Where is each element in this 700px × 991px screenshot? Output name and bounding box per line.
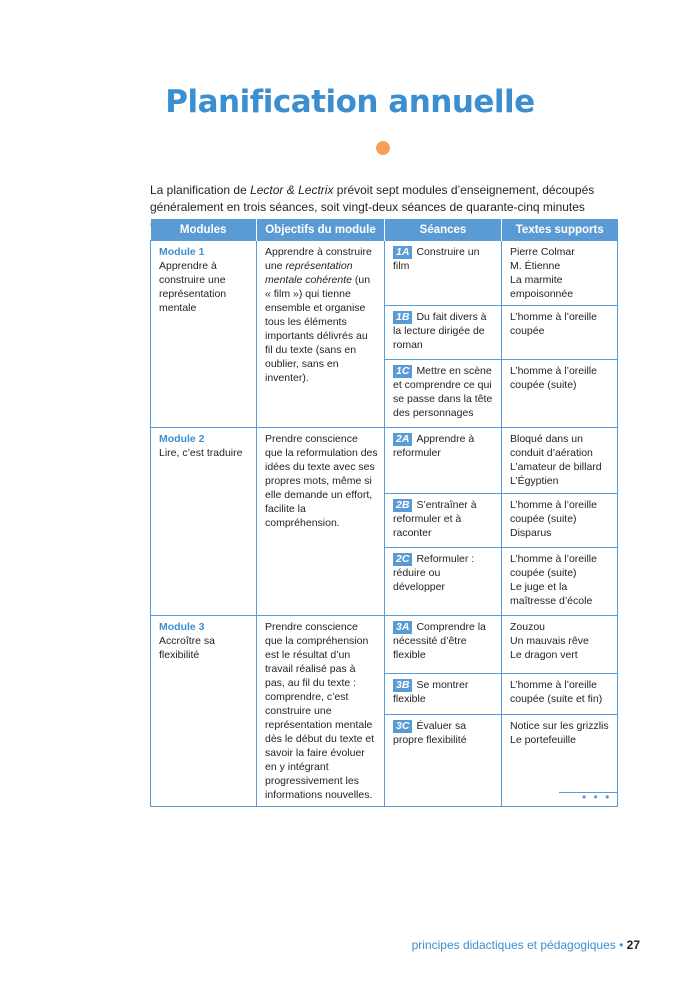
session-text: Du fait divers à la lecture dirigée de roman	[393, 311, 487, 351]
page-title: Planification annuelle	[165, 84, 535, 120]
texts-cell	[502, 494, 618, 548]
text-title: L’homme à l’oreille coupée (suite)	[510, 365, 597, 391]
header-sessions: Séances	[385, 219, 502, 241]
text-title: Bloqué dans un conduit d’aération	[510, 433, 593, 459]
session-badge: 1A	[393, 246, 412, 259]
session-cell	[385, 494, 502, 548]
session-badge: 2A	[393, 433, 412, 446]
session-text: Construire un film	[393, 246, 480, 272]
module-cell	[151, 616, 257, 807]
objective-cell: Prendre conscience que la reformulation des idées du texte avec ses propres mots, même si elle demande un effort, facilite la compréhension.	[257, 428, 385, 616]
page-number: 27	[626, 938, 640, 952]
module-label: Module 3	[159, 621, 205, 633]
texts-cell	[502, 306, 618, 360]
module-label: Module 1	[159, 246, 205, 258]
texts-cell	[502, 241, 618, 306]
module-name: Accroître sa flexibilité	[159, 635, 216, 661]
footer-section: principes didactiques et pédagogiques	[411, 938, 616, 952]
text-title: Pierre Colmar	[510, 246, 575, 258]
session-badge: 2C	[393, 553, 412, 566]
session-text: Comprendre la nécessité d’être flexible	[393, 621, 486, 661]
intro-book-title: Lector & Lectrix	[250, 183, 334, 197]
session-cell	[385, 616, 502, 674]
session-cell	[385, 673, 502, 714]
session-text: Évaluer sa propre flexibilité	[393, 719, 467, 746]
texts-cell	[502, 616, 618, 674]
header-texts: Textes supports	[502, 219, 618, 241]
intro-part2: prévoit sept modules d’enseignement, découpés généralement en trois séances, soit vingt-deux séances de quarante-cinq minutes	[150, 183, 595, 214]
module-cell	[151, 241, 257, 428]
module-label: Module 2	[159, 433, 205, 445]
session-cell	[385, 360, 502, 428]
module-cell	[151, 428, 257, 616]
objective-cell: Prendre conscience que la compréhension est le résultat d’un travail réalisé pas à pas, au fil du texte : comprendre, c’est construire une représentation mentale dès le début du texte et savoir la faire évoluer en y intégrant progressivement les informations nouvelles.	[257, 616, 385, 807]
text-title: Notice sur les grizzlis	[510, 719, 609, 732]
session-badge: 2B	[393, 499, 412, 512]
session-text: Reformuler : réduire ou développer	[393, 553, 475, 593]
text-title: Zouzou	[510, 621, 546, 633]
orange-dot-ornament	[376, 141, 390, 155]
text-title: Disparus	[510, 527, 552, 539]
session-cell	[385, 548, 502, 616]
table-row	[151, 428, 618, 494]
session-cell	[385, 306, 502, 360]
text-title: L’homme à l’oreille coupée (suite)	[510, 499, 597, 525]
continuation-dots: • • •	[582, 790, 612, 804]
text-title: Le portefeuille	[510, 733, 576, 746]
planning-table	[150, 219, 618, 807]
session-badge: 3B	[393, 679, 412, 692]
text-title: Le dragon vert	[510, 649, 578, 661]
session-text: Apprendre à reformuler	[393, 433, 475, 459]
texts-cell	[502, 360, 618, 428]
footer-separator: •	[615, 938, 627, 952]
texts-cell	[502, 548, 618, 616]
session-cell	[385, 714, 502, 806]
session-text: S’entraîner à reformuler et à raconter	[393, 499, 477, 539]
text-title: L’amateur de billard	[510, 461, 602, 473]
table-row	[151, 616, 618, 674]
objective-italic: représentation mentale cohérente	[265, 260, 353, 286]
session-text: Se montrer flexible	[393, 678, 469, 705]
module-name: Lire, c’est traduire	[159, 447, 243, 459]
header-modules: Modules	[151, 219, 257, 241]
session-badge: 3C	[393, 720, 412, 733]
text-title: Le juge et la maîtresse d’école	[510, 581, 593, 607]
intro-part1: La planification de	[150, 183, 251, 197]
objective-part1: Apprendre à construire une	[265, 246, 372, 272]
table-row	[151, 241, 618, 306]
text-title: L’Égyptien	[510, 475, 559, 487]
text-title: L’homme à l’oreille coupée (suite et fin)	[510, 678, 603, 705]
session-badge: 1B	[393, 311, 412, 324]
objective-cell	[257, 241, 385, 428]
text-title: M. Étienne	[510, 260, 561, 272]
module-name: Apprendre à construire une représentation mentale	[159, 260, 227, 314]
objective-part2: (un « film ») qui tienne ensemble et organise tous les éléments importants délivrés au fil du texte (sans en oublier, sans en inventer).	[265, 274, 371, 384]
table-header-row	[151, 219, 618, 241]
texts-cell	[502, 428, 618, 494]
session-cell	[385, 428, 502, 494]
session-badge: 1C	[393, 365, 412, 378]
session-badge: 3A	[393, 621, 412, 634]
text-title: L’homme à l’oreille coupée	[510, 311, 597, 337]
page-footer	[412, 938, 640, 952]
header-objectives: Objectifs du module	[257, 219, 385, 241]
texts-cell	[502, 673, 618, 714]
session-text: Mettre en scène et comprendre ce qui se passe dans la tête des personnages	[393, 365, 493, 419]
text-title: La marmite empoisonnée	[510, 274, 574, 300]
text-title: Un mauvais rêve	[510, 635, 589, 647]
session-cell	[385, 241, 502, 306]
text-title: L’homme à l’oreille coupée (suite)	[510, 553, 597, 579]
